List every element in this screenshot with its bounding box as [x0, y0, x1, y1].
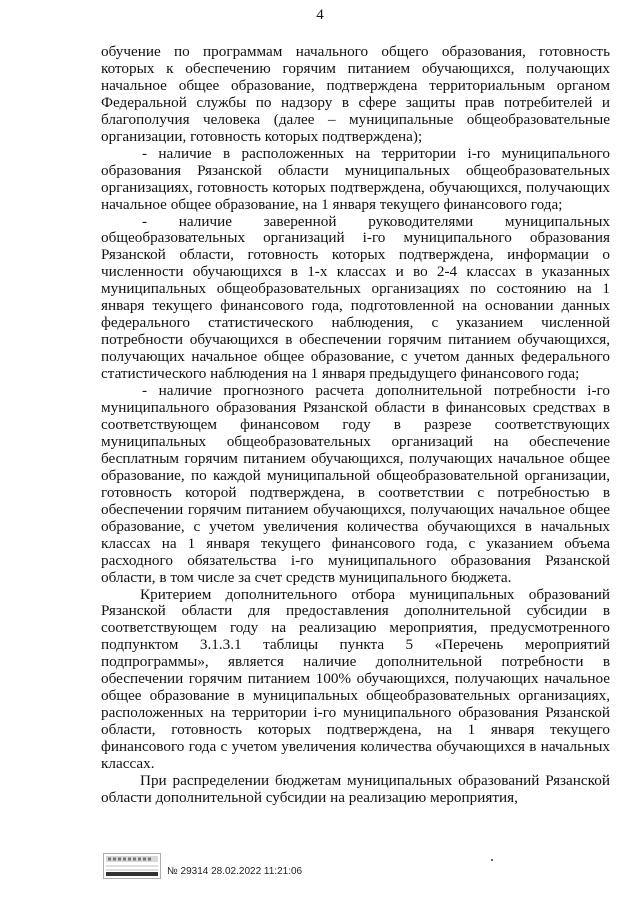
- paragraph-bullet-1: - наличие в расположенных на территории i-го муниципального образования Рязанской области муниципальных общеобразовательных организациях, готовность которых подтверждена, обучающихся, получающих начальное общее образование, на 1 января текущего финансового года;: [101, 144, 610, 213]
- scan-mark: [491, 859, 493, 861]
- paragraph-continuation: обучение по программам начального общего образования, готовность которых к обеспечению горячим питанием обучающихся, получающих начальное общее образование, подтверждена территориальным органом Федеральной службы по надзору в сфере защиты прав потребителей и благополучия человека (далее – муниципальные общеобразовательные организации, готовность которых подтверждена);: [101, 43, 610, 145]
- paragraph-bullet-2: - наличие заверенной руководителями муниципальных общеобразовательных организаций i-го муниципального образования Рязанской области, готовность которых подтверждена, информации о численности обучающихся в 1-х классах и во 2-4 классах в указанных муниципальных общеобразовательных организациях по состоянию на 1 января текущего финансового года, подготовленной на основании данных федерального статистического наблюдения, с указанием численной потребности обучающихся в обеспечении горячим питанием обучающихся, получающих начальное общее образование, с учетом данных федерального статистического наблюдения на 1 января предыдущего финансового года;: [101, 212, 610, 383]
- document-footer: [103, 853, 623, 887]
- document-registration-number: № 29314 28.02.2022 11:21:06: [167, 866, 303, 877]
- document-body: [101, 44, 610, 807]
- paragraph-bullet-3: - наличие прогнозного расчета дополнительной потребности i-го муниципального образования Рязанской области в финансовых средствах в соответствующем финансовом году в разрезе соответствующих муниципальных общеобразовательных организаций на обеспечение бесплатным горячим питанием обучающихся, получающих начальное общее образование, по каждой муниципальной общеобразовательной организации, готовность которой подтверждена, в соответствии с потребностью в обеспечении горячим питанием обучающихся, получающих начальное общее образование, с учетом увеличения количества обучающихся в начальных классах на 1 января текущего финансового года, с указанием объема расходного обязательства i-го муниципального образования Рязанской области, в том числе за счет средств муниципального бюджета.: [101, 382, 610, 586]
- electronic-signature-stamp-icon: [103, 853, 161, 879]
- page-number: 4: [316, 7, 324, 23]
- paragraph-criterion: Критерием дополнительного отбора муниципальных образований Рязанской области для предоставления дополнительной субсидии в соответствующем году на реализацию мероприятия, предусмотренного подпунктом 3.1.3.1 таблицы пункта 5 «Перечень мероприятий подпрограммы», является наличие дополнительной потребности в обеспечении горячим питанием 100% обучающихся, получающих начальное общее образование в муниципальных общеобразовательных организациях, расположенных на территории i-го муниципального образования Рязанской области, готовность которых подтверждена, на 1 января текущего финансового года с учетом увеличения количества обучающихся в начальных классах.: [101, 585, 610, 773]
- paragraph-distribution: При распределении бюджетам муниципальных образований Рязанской области дополнительной субсидии на реализацию мероприятия,: [101, 771, 610, 806]
